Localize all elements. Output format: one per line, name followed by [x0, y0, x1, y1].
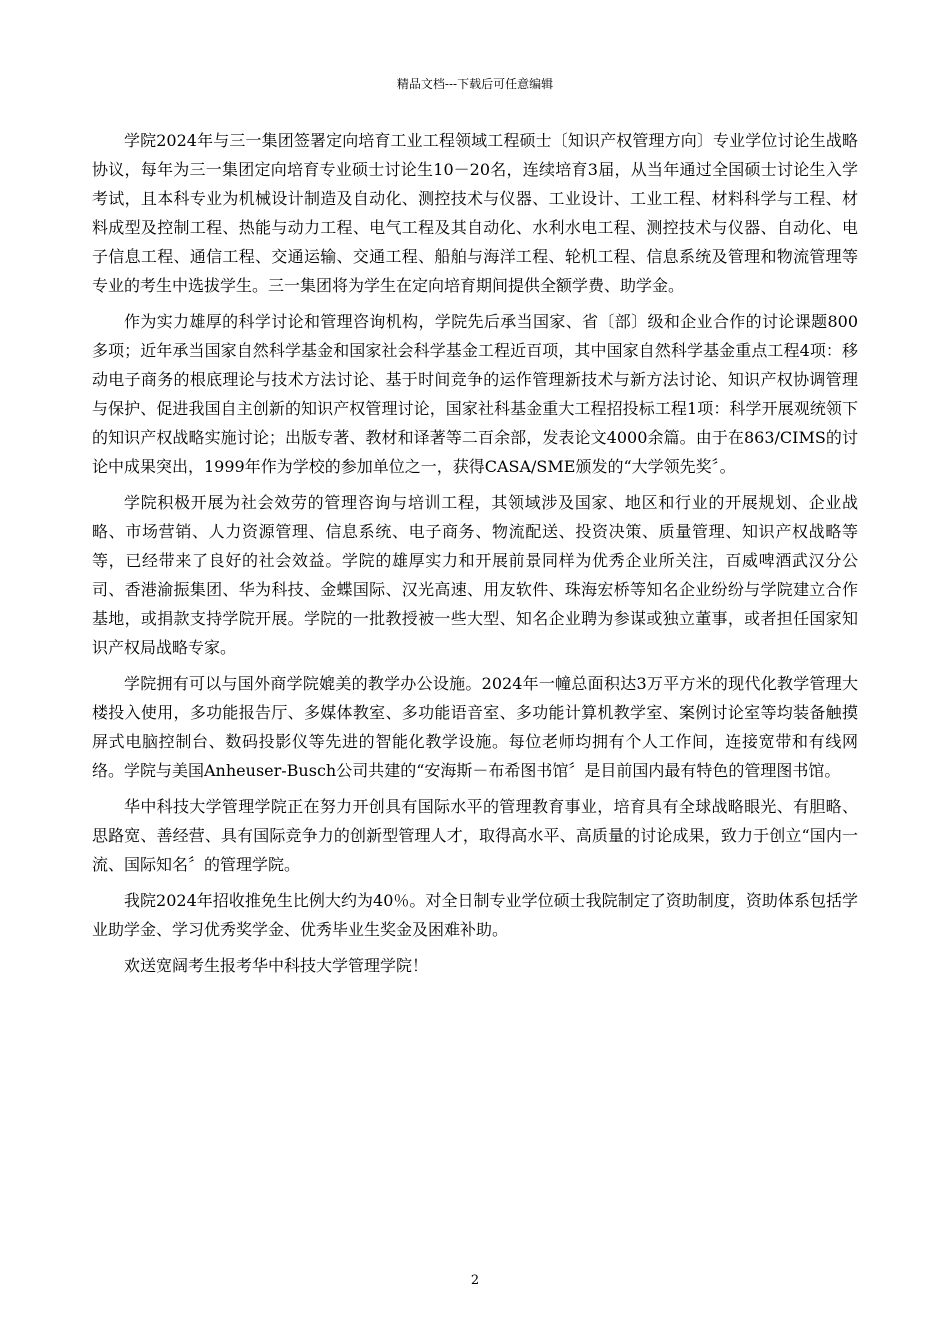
paragraph-research-projects: 作为实力雄厚的科学讨论和管理咨询机构，学院先后承当国家、省〔部〕级和企业合作的讨论课题800多项；近年承当国家自然科学基金和国家社会科学基金工程近百项，其中国家自然科学基金重点工程4项：移动电子商务的根底理论与技术方法讨论、基于时间竞争的运作管理新技术与新方法讨论、知识产权协调管理与保护、促进我国自主创新的知识产权管理讨论，国家社科基金重大工程招投标工程1项：科学开展观统领下的知识产权战略实施讨论；出版专著、教材和译著等二百余部，发表论文4000余篇。由于在863/CIMS的讨论中成果突出，1999年作为学校的参加单位之一，获得CASA/SME颁发的“大学领先奖〞。 [92, 312, 858, 476]
paragraph-facilities: 学院拥有可以与国外商学院媲美的教学办公设施。2024年一幢总面积达3万平方米的现代化教学管理大楼投入使用，多功能报告厅、多媒体教室、多功能语音室、多功能计算机教学室、案例讨论室等均装备触摸屏式电脑控制台、数码投影仪等先进的智能化教学设施。每位老师均拥有个人工作间，连接宽带和有线网络。学院与美国Anheuser-Busch公司共建的“安海斯－布希图书馆〞是目前国内最有特色的管理图书馆。 [92, 674, 858, 780]
paragraph-welcome: 欢送宽阔考生报考华中科技大学管理学院！ [124, 956, 429, 975]
document-body [92, 126, 858, 987]
page-header: 精品文档---下载后可任意编辑 [396, 77, 554, 91]
paragraph-consulting-services: 学院积极开展为社会效劳的管理咨询与培训工程，其领域涉及国家、地区和行业的开展规划、企业战略、市场营销、人力资源管理、信息系统、电子商务、物流配送、投资决策、质量管理、知识产权战略等等，已经带来了良好的社会效益。学院的雄厚实力和开展前景同样为优秀企业所关注，百威啤酒武汉分公司、香港渝振集团、华为科技、金蝶国际、汉光高速、用友软件、珠海宏桥等知名企业纷纷与学院建立合作基地，或捐款支持学院开展。学院的一批教授被一些大型、知名企业聘为参谋或独立董事，或者担任国家知识产权局战略专家。 [92, 493, 858, 657]
paragraph-mission: 华中科技大学管理学院正在努力开创具有国际水平的管理教育事业，培育具有全球战略眼光、有胆略、思路宽、善经营、具有国际竞争力的创新型管理人才，取得高水平、高质量的讨论成果，致力于创立“国内一流、国际知名〞的管理学院。 [92, 797, 858, 874]
paragraph-cooperation-agreement: 学院2024年与三一集团签署定向培育工业工程领域工程硕士〔知识产权管理方向〕专业学位讨论生战略协议，每年为三一集团定向培育专业硕士讨论生10－20名，连续培育3届，从当年通过全国硕士讨论生入学考试，且本科专业为机械设计制造及自动化、测控技术与仪器、工业设计、工业工程、材料科学与工程、材料成型及控制工程、热能与动力工程、电气工程及其自动化、水利水电工程、测控技术与仪器、自动化、电子信息工程、通信工程、交通运输、交通工程、船舶与海洋工程、轮机工程、信息系统及管理和物流管理等专业的考生中选拔学生。三一集团将为学生在定向培育期间提供全额学费、助学金。 [92, 131, 858, 295]
page-number: 2 [470, 1273, 480, 1288]
paragraph-funding: 我院2024年招收推免生比例大约为40％。对全日制专业学位硕士我院制定了资助制度，资助体系包括学业助学金、学习优秀奖学金、优秀毕业生奖金及困难补助。 [92, 891, 858, 939]
